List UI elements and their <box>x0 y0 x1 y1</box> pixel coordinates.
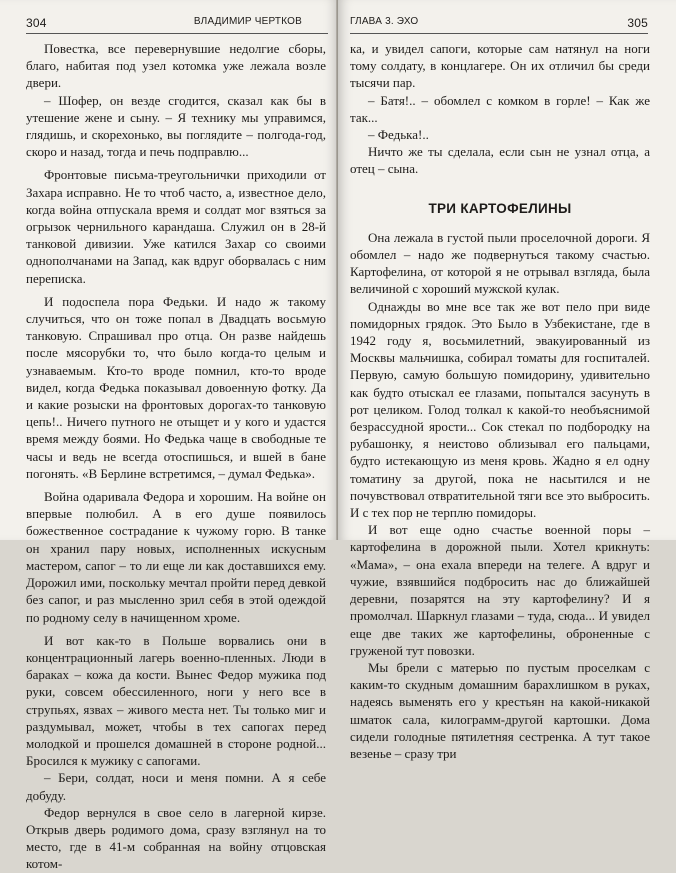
paragraph: Однажды во мне все так же вот пело при виде помидорных грядок. Это Было в Узбекистане, где в 1942 году я, восьмилетний, эвакуированный из Москвы мальчишка, собирал томаты для госпиталей. Первую, самую большую помидорину, удивительно как будто отыскал ее глазами, попытался засунуть в рот целиком. Голод толкал к какой-то необъяснимой безрассудной ярости... Сок стекал по подбородку на рубашонку, я неистово облизывал его пальцами, будто истекающую из меня кровь. Жадно я ел одну томатину за другой, пока не насытился и не почувствовал отвратительной тяги все это выбросить. И с тех пор не терплю помидоры. <box>350 298 650 521</box>
right-page <box>338 0 676 761</box>
paragraph: Война одаривала Федора и хорошим. На войне он впервые полюбил. А в его душе появилось божественное сострадание к чужому горю. В танке он хранил пару новых, исполненных искусным мастером, сапог – то ли еще ли как доставшихся ему. Дорожил ими, поскольку мечтал пройти перед девкой без сапог, и раз мысленно зрил себя в этой одеждой по родному селу в начищенном хроме. <box>26 489 326 625</box>
paragraph: – Шофер, он везде сгодится, сказал как бы в утешение жене и сыну. – Я технику мы управимся, глядишь, и скорехонько, вы поглядите – полгода-год, скоро и назад, тогда и печь подправлю... <box>26 92 326 160</box>
running-head: ВЛАДИМИР ЧЕРТКОВ <box>193 16 302 27</box>
paragraph: И вот еще одно счастье военной поры – картофелина в дорожной пыли. Хотел крикнуть: «Мама», – она ехала впереди на телеге. А вдруг и чужие, взявшийся подбросить нас до ближайшей деревни, позарятся на эту картофелину? И я промолчал. Шаркнул глазами – туда, сюда... И увидел еще две таких же картофелины, оброненные с груженой тут повозки. <box>350 522 650 658</box>
paragraph: – Батя!.. – обомлел с комком в горле! – Как же так... <box>350 92 650 125</box>
body-text <box>350 40 650 762</box>
paragraph: Мы брели с матерью по пустым проселкам с каким-то скудным домашним барахлишком в руках, надеясь выменять его у крестьян на какой-никакой шматок сала, килограмм-другой картошки. Дома сидели голодные пятилетняя сестренка. А тут такое везенье – сразу три <box>350 659 650 761</box>
running-head: ГЛАВА 3. ЭХО <box>350 16 419 27</box>
paragraph: И вот как-то в Польше ворвались они в концентрационный лагерь военно-пленных. Люди в бараках – кожа да кости. Вынес Федор мужика под руки, совсем обессиленного, ноги у него все в струпьях, язвах – живого места нет. Ты только миг и раздумывал, может, чтобы в тех сапогах перед молодкой и прошелся домашней в стороне родной... Бросился к мужику с сапогами. <box>26 632 326 769</box>
chapter-title: ТРИ КАРТОФЕЛИНЫ <box>428 200 572 216</box>
paragraph: ка, и увидел сапоги, которые сам натянул на ноги тому солдату, в концлагере. Он их отличил бы среди тысячи пар. <box>350 41 650 91</box>
header-rule <box>26 33 328 34</box>
paragraph: Она лежала в густой пыли проселочной дороги. Я обомлел – надо же подвернуться такому счастью. Картофелина, от которой я не отрывал взгляда, была величиной с хороший мужской кулак. <box>350 229 650 297</box>
paragraph: – Федька!.. <box>368 127 429 143</box>
body-text <box>26 40 326 873</box>
paragraph: Федор вернулся в свое село в лагерной кирзе. Открыв дверь родимого дома, сразу взглянул на то место, где в 41-м собранная на войну отцовская котом- <box>26 804 326 872</box>
paragraph: – Бери, солдат, носи и меня помни. А я себе добуду. <box>26 770 326 803</box>
page-number: 305 <box>627 16 648 30</box>
left-page <box>0 0 338 872</box>
header-rule <box>350 33 648 34</box>
page-header <box>350 16 648 32</box>
paragraph: И подоспела пора Федьки. И надо ж такому случиться, что он тоже попал в Двадцать восьмую танковую. Спрашивал про отца. Он разве найдешь после мясорубки то, что было когда-то целым и узнаваемым. Кто-то вроде помнил, кто-то вроде видел, когда Федька показывал довоенную фотку. Да и какие розыски на фронтовых дорогах-то танковую цепь!.. Ничего путного не отыщет и у кого и удастся время между боями. Но Федька чаще в свободные те часы и ведь не всегда отоспишься, и вшей в бане погонять. «В Берлине встретимся, – думал Федька». <box>26 293 326 481</box>
page-header <box>26 16 328 32</box>
paragraph: Повестка, все перевернувшие недолгие сборы, благо, набитая под узел котомка уже лежала возле двери. <box>26 41 326 91</box>
page-number: 304 <box>26 16 47 30</box>
paragraph: Фронтовые письма-треугольнички приходили от Захара исправно. Не то чтоб часто, а, известное дело, когда война отпускала время и солдат мог взяться за огрызок чернильного карандаша. Служил он в 28-й танковой дивизии. Уже катился Захар со своими однополчанами на Запад, как вдруг оборвалась с ним переписка. <box>26 167 326 286</box>
paragraph: Ничто же ты сделала, если сын не узнал отца, а отец – сына. <box>350 144 650 177</box>
